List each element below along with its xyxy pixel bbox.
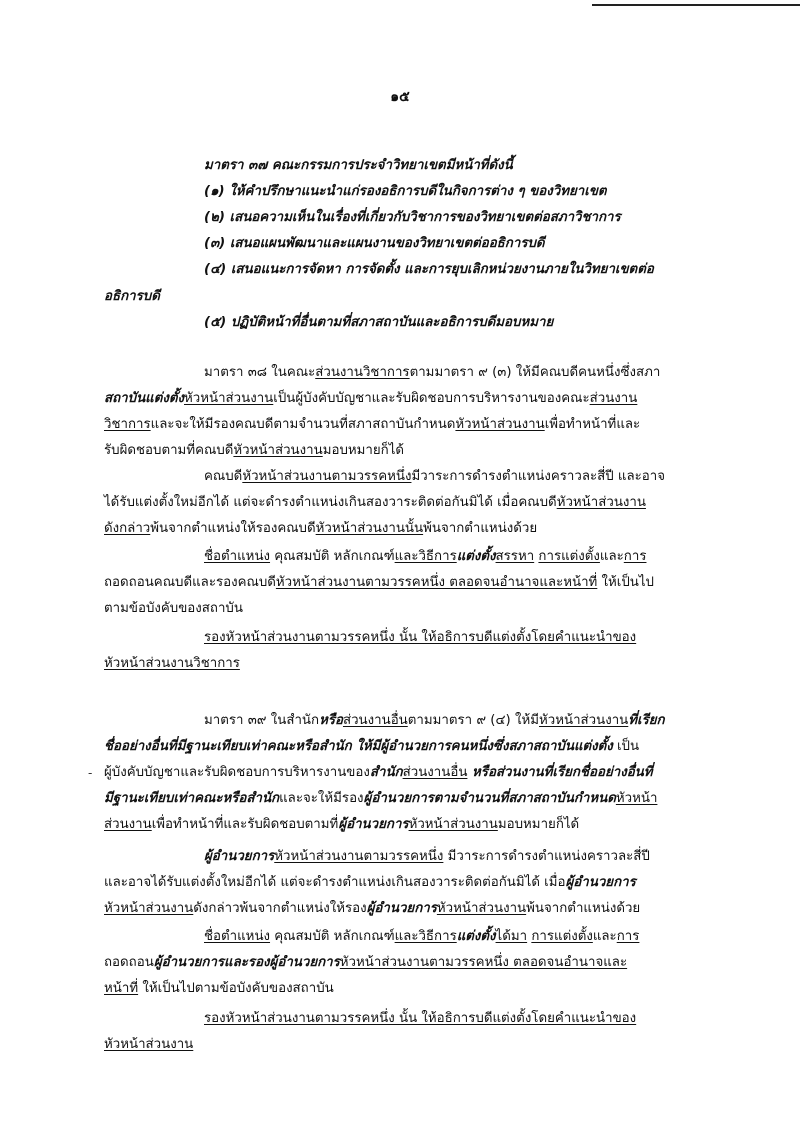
s2-p1-line-2: สถาบันแต่งตั้งหัวหน้าส่วนงานเป็นผู้บังคับบัญชาและรับผิดชอบการบริหารงานของคณะส่วนงาน: [104, 391, 638, 406]
s2-p1-line-4: รับผิดชอบตามที่คณบดีหัวหน้าส่วนงานมอบหมายก็ได้: [104, 443, 405, 458]
s3-p3-line-1: ชื่อตำแหน่ง คุณสมบัติ หลักเกณฑ์และวิธีการแต่งตั้งได้มา การแต่งตั้งและการ: [204, 929, 640, 944]
s3-p3-line-3: หน้าที่ ให้เป็นไปตามข้อบังคับของสถาบัน: [104, 981, 334, 996]
s2-p1-line-3: วิชาการและจะให้มีรองคณบดีตามจำนวนที่สภาสถาบันกำหนดหัวหน้าส่วนงานเพื่อทำหน้าที่และ: [104, 417, 641, 432]
s3-p1-line-3: ผู้บังคับบัญชาและรับผิดชอบการบริหารงานของสำนักส่วนงานอื่น หรือส่วนงานที่เรียกชื่ออย่างอื่นที่: [104, 765, 653, 780]
s1-line-2: (๑) ให้คำปรึกษาแนะนำแก่รองอธิการบดีในกิจการต่าง ๆ ของวิทยาเขต: [204, 184, 607, 199]
s3-p3-line-2: ถอดถอนผู้อำนวยการและรองผู้อำนวยการหัวหน้าส่วนงานตามวรรคหนึ่ง ตลอดจนอำนาจและ: [104, 955, 628, 970]
s1-line-1: มาตรา ๓๗ คณะกรรมการประจำวิทยาเขตมีหน้าที่ดังนี้: [204, 158, 513, 173]
s2-p2-line-1: คณบดีหัวหน้าส่วนงานตามวรรคหนึ่งมีวาระการดำรงตำแหน่งคราวละสี่ปี และอาจ: [204, 469, 665, 484]
s3-p4-line-2: หัวหน้าส่วนงาน: [104, 1037, 194, 1052]
top-border-line: [592, 4, 800, 6]
s2-p3-line-3: ตามข้อบังคับของสถาบัน: [104, 601, 243, 616]
s2-p2-line-3: ดังกล่าวพ้นจากตำแหน่งให้รองคณบดีหัวหน้าส่วนงานนั้นพ้นจากตำแหน่งด้วย: [104, 521, 538, 536]
s3-p2-line-1: ผู้อำนวยการหัวหน้าส่วนงานตามวรรคหนึ่ง มีวาระการดำรงตำแหน่งคราวละสี่ปี: [204, 849, 650, 864]
s1-line-3: (๒) เสนอความเห็นในเรื่องที่เกี่ยวกับวิชาการของวิทยาเขตต่อสภาวิชาการ: [204, 210, 621, 225]
margin-mark: -: [88, 766, 93, 780]
s1-line-7: (๕) ปฏิบัติหน้าที่อื่นตามที่สภาสถาบันและอธิการบดีมอบหมาย: [204, 315, 554, 330]
s2-p2-line-2: ได้รับแต่งตั้งใหม่อีกได้ แต่จะดำรงตำแหน่งเกินสองวาระติดต่อกันมิได้ เมื่อคณบดีหัวหน้าส่วนงาน: [104, 495, 646, 510]
page-number: ๑๕: [390, 89, 410, 105]
s3-p2-line-2: และอาจได้รับแต่งตั้งใหม่อีกได้ แต่จะดำรงตำแหน่งเกินสองวาระติดต่อกันมิได้ เมื่อผู้อำนวยการ: [104, 875, 636, 890]
s2-p4-line-1: รองหัวหน้าส่วนงานตามวรรคหนึ่ง นั้น ให้อธิการบดีแต่งตั้งโดยคำแนะนำของ: [204, 630, 637, 645]
s3-p1-line-1: มาตรา ๓๙ ในสำนักหรือส่วนงานอื่นตามมาตรา ๙ (๔) ให้มีหัวหน้าส่วนงานที่เรียก: [204, 713, 665, 728]
s1-line-4: (๓) เสนอแผนพัฒนาและแผนงานของวิทยาเขตต่ออธิการบดี: [204, 236, 545, 251]
s3-p2-line-3: หัวหน้าส่วนงานดังกล่าวพ้นจากตำแหน่งให้รองผู้อำนวยการหัวหน้าส่วนงานพ้นจากตำแหน่งด้วย: [104, 901, 641, 916]
s3-p4-line-1: รองหัวหน้าส่วนงานตามวรรคหนึ่ง นั้น ให้อธิการบดีแต่งตั้งโดยคำแนะนำของ: [204, 1011, 637, 1026]
s1-line-6: อธิการบดี: [104, 289, 160, 304]
s2-p3-line-1: ชื่อตำแหน่ง คุณสมบัติ หลักเกณฑ์และวิธีการแต่งตั้งสรรหา การแต่งตั้งและการ: [204, 549, 647, 564]
s3-p1-line-4: มีฐานะเทียบเท่าคณะหรือสำนักและจะให้มีรองผู้อำนวยการตามจำนวนที่สภาสถาบันกำหนดหัวหน้า: [104, 791, 658, 806]
s1-line-5: (๔) เสนอแนะการจัดหา การจัดตั้ง และการยุบเลิกหน่วยงานภายในวิทยาเขตต่อ: [204, 262, 654, 277]
s3-p1-line-5: ส่วนงานเพื่อทำหน้าที่และรับผิดชอบตามที่ผู้อำนวยการหัวหน้าส่วนงานมอบหมายก็ได้: [104, 817, 580, 832]
s2-p4-line-2: หัวหน้าส่วนงานวิชาการ: [104, 656, 240, 671]
s2-p3-line-2: ถอดถอนคณบดีและรองคณบดีหัวหน้าส่วนงานตามวรรคหนึ่ง ตลอดจนอำนาจและหน้าที่ ให้เป็นไป: [104, 575, 654, 590]
s2-p1-line-1: มาตรา ๓๘ ในคณะส่วนงานวิชาการตามมาตรา ๙ (๓) ให้มีคณบดีคนหนึ่งซึ่งสภา: [204, 365, 661, 380]
s3-p1-line-2: ชื่ออย่างอื่นที่มีฐานะเทียบเท่าคณะหรือสำนัก ให้มีผู้อำนวยการคนหนึ่งซึ่งสภาสถาบันแต่งตั้ง เป็น: [104, 739, 640, 754]
